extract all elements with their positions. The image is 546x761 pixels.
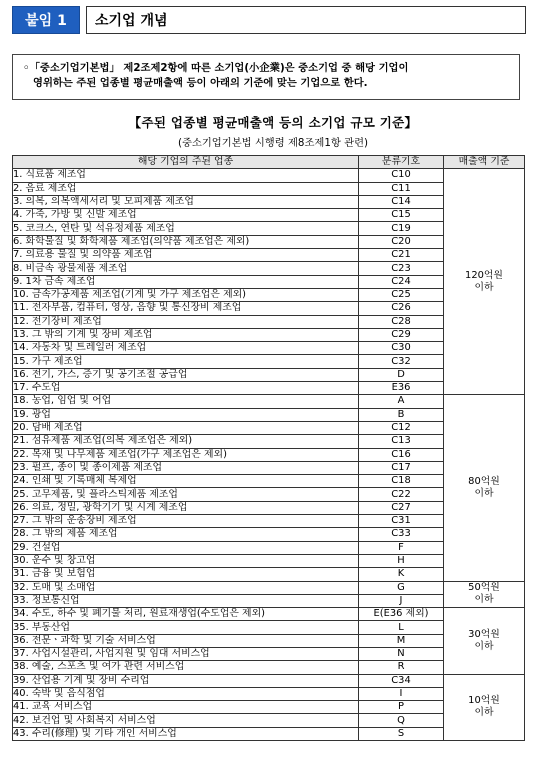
industry-cell: 30. 운수 및 창고업 — [13, 554, 359, 567]
table-row — [13, 169, 525, 182]
industry-cell: 16. 전기, 가스, 증기 및 공기조절 공급업 — [13, 368, 359, 381]
classification-code-cell: C32 — [359, 355, 444, 368]
industry-cell: 41. 교육 서비스업 — [13, 701, 359, 714]
industry-cell: 24. 인쇄 및 기록매체 복제업 — [13, 475, 359, 488]
industry-cell: 9. 1차 금속 제조업 — [13, 275, 359, 288]
industry-cell: 14. 자동차 및 트레일러 제조업 — [13, 342, 359, 355]
classification-code-cell: B — [359, 408, 444, 421]
sales-criterion-line: 80억원 — [468, 475, 500, 487]
table-row — [13, 608, 525, 621]
industry-cell: 22. 목재 및 나무제품 제조업(가구 제조업은 제외) — [13, 448, 359, 461]
classification-code-cell: J — [359, 594, 444, 607]
column-header-sales: 매출액 기준 — [444, 156, 525, 169]
sales-criterion-line: 50억원 — [468, 582, 500, 594]
sales-criterion-line: 이하 — [474, 640, 494, 652]
classification-code-cell: C21 — [359, 249, 444, 262]
industry-cell: 8. 비금속 광물제품 제조업 — [13, 262, 359, 275]
classification-code-cell: C31 — [359, 515, 444, 528]
industry-cell: 31. 금융 및 보험업 — [13, 568, 359, 581]
industry-cell: 10. 금속가공제품 제조업(기계 및 가구 제조업은 제외) — [13, 288, 359, 301]
table-row — [13, 581, 525, 594]
industry-cell: 29. 건설업 — [13, 541, 359, 554]
industry-cell: 17. 수도업 — [13, 382, 359, 395]
sales-criterion-line: 30억원 — [468, 628, 500, 640]
classification-code-cell: C12 — [359, 421, 444, 434]
industry-cell: 32. 도매 및 소매업 — [13, 581, 359, 594]
classification-code-cell: C33 — [359, 528, 444, 541]
classification-code-cell: C34 — [359, 674, 444, 687]
industry-cell: 37. 사업시설관리, 사업지원 및 임대 서비스업 — [13, 647, 359, 660]
section-subheading: (중소기업기본법 시행령 제8조제1항 관련) — [177, 137, 369, 149]
industry-cell: 13. 그 밖의 기계 및 장비 제조업 — [13, 328, 359, 341]
section-heading: 【주된 업종별 평균매출액 등의 소기업 규모 기준】 — [128, 115, 418, 130]
industry-cell: 1. 식료품 제조업 — [13, 169, 359, 182]
classification-code-cell: P — [359, 701, 444, 714]
industry-cell: 2. 음료 제조업 — [13, 182, 359, 195]
sales-criterion-line: 10억원 — [468, 695, 500, 707]
classification-code-cell: C25 — [359, 288, 444, 301]
classification-code-cell: N — [359, 647, 444, 660]
table-body — [13, 169, 525, 741]
classification-code-cell: C11 — [359, 182, 444, 195]
industry-cell: 28. 그 밖의 제품 제조업 — [13, 528, 359, 541]
industry-cell: 4. 가죽, 가방 및 신발 제조업 — [13, 209, 359, 222]
classification-code-cell: C29 — [359, 328, 444, 341]
classification-code-cell: C14 — [359, 195, 444, 208]
notice-line-1: ◦「중소기업기본법」 제2조제2항에 따른 소기업(小企業)은 중소기업 중 해당 기업이 — [23, 62, 409, 74]
classification-code-cell: K — [359, 568, 444, 581]
classification-code-cell: C20 — [359, 235, 444, 248]
classification-code-cell: C27 — [359, 501, 444, 514]
industry-cell: 43. 수리(修理) 및 기타 개인 서비스업 — [13, 727, 359, 740]
classification-code-cell: C10 — [359, 169, 444, 182]
classification-code-cell: C17 — [359, 461, 444, 474]
industry-cell: 40. 숙박 및 음식점업 — [13, 687, 359, 700]
classification-code-cell: E(E36 제외) — [359, 608, 444, 621]
sales-criterion-line: 이하 — [474, 281, 494, 293]
classification-code-cell: C23 — [359, 262, 444, 275]
classification-code-cell: E36 — [359, 382, 444, 395]
classification-code-cell: C13 — [359, 435, 444, 448]
industry-cell: 23. 펄프, 종이 및 종이제품 제조업 — [13, 461, 359, 474]
industry-cell: 15. 가구 제조업 — [13, 355, 359, 368]
classification-code-cell: C28 — [359, 315, 444, 328]
industry-cell: 20. 담배 제조업 — [13, 421, 359, 434]
table-row — [13, 674, 525, 687]
industry-cell: 3. 의복, 의복액세서리 및 모피제품 제조업 — [13, 195, 359, 208]
classification-code-cell: L — [359, 621, 444, 634]
sales-criterion-cell — [444, 608, 525, 674]
classification-code-cell: C18 — [359, 475, 444, 488]
sales-criterion-cell — [444, 581, 525, 608]
industry-cell: 21. 섬유제품 제조업(의복 제조업은 제외) — [13, 435, 359, 448]
table-header-row — [13, 156, 525, 169]
notice-box — [12, 54, 520, 100]
sales-criterion-line: 이하 — [474, 594, 494, 606]
sales-criterion-cell — [444, 395, 525, 581]
sales-criterion-line: 이하 — [474, 487, 494, 499]
industry-cell: 19. 광업 — [13, 408, 359, 421]
sales-criterion-cell — [444, 674, 525, 740]
industry-cell: 36. 전문ㆍ과학 및 기술 서비스업 — [13, 634, 359, 647]
industry-cell: 42. 보건업 및 사회복지 서비스업 — [13, 714, 359, 727]
industry-cell: 6. 화학물질 및 화학제품 제조업(의약품 제조업은 제외) — [13, 235, 359, 248]
header — [12, 6, 526, 34]
industry-cell: 18. 농업, 임업 및 어업 — [13, 395, 359, 408]
classification-code-cell: A — [359, 395, 444, 408]
classification-code-cell: F — [359, 541, 444, 554]
size-criteria-table — [12, 155, 525, 741]
classification-code-cell: C22 — [359, 488, 444, 501]
classification-code-cell: C24 — [359, 275, 444, 288]
industry-cell: 35. 부동산업 — [13, 621, 359, 634]
classification-code-cell: G — [359, 581, 444, 594]
industry-cell: 12. 전기장비 제조업 — [13, 315, 359, 328]
industry-cell: 25. 고무제품, 및 플라스틱제품 제조업 — [13, 488, 359, 501]
industry-cell: 27. 그 밖의 운송장비 제조업 — [13, 515, 359, 528]
classification-code-cell: D — [359, 368, 444, 381]
sales-criterion-line: 120억원 — [465, 269, 503, 281]
industry-cell: 34. 수도, 하수 및 폐기물 처리, 원료재생업(수도업은 제외) — [13, 608, 359, 621]
classification-code-cell: Q — [359, 714, 444, 727]
industry-cell: 38. 예술, 스포츠 및 여가 관련 서비스업 — [13, 661, 359, 674]
industry-cell: 39. 산업용 기계 및 장비 수리업 — [13, 674, 359, 687]
classification-code-cell: M — [359, 634, 444, 647]
sales-criterion-cell — [444, 169, 525, 395]
classification-code-cell: I — [359, 687, 444, 700]
industry-cell: 7. 의료용 물질 및 의약품 제조업 — [13, 249, 359, 262]
industry-cell: 33. 정보통신업 — [13, 594, 359, 607]
classification-code-cell: C30 — [359, 342, 444, 355]
table-row — [13, 395, 525, 408]
classification-code-cell: C16 — [359, 448, 444, 461]
classification-code-cell: H — [359, 554, 444, 567]
classification-code-cell: S — [359, 727, 444, 740]
notice-line-2: 영위하는 주된 업종별 평균매출액 등이 아래의 기준에 맞는 기업으로 한다. — [33, 77, 368, 89]
classification-code-cell: C26 — [359, 302, 444, 315]
industry-cell: 26. 의료, 정밀, 광학기기 및 시계 제조업 — [13, 501, 359, 514]
attachment-badge: 붙임 1 — [12, 6, 80, 34]
page-title: 소기업 개념 — [86, 6, 526, 34]
classification-code-cell: C19 — [359, 222, 444, 235]
sales-criterion-line: 이하 — [474, 707, 494, 719]
industry-cell: 11. 전자부품, 컴퓨터, 영상, 음향 및 통신장비 제조업 — [13, 302, 359, 315]
column-header-code: 분류기호 — [359, 156, 444, 169]
classification-code-cell: C15 — [359, 209, 444, 222]
classification-code-cell: R — [359, 661, 444, 674]
industry-cell: 5. 코크스, 연탄 및 석유정제품 제조업 — [13, 222, 359, 235]
column-header-industry: 해당 기업의 주된 업종 — [13, 156, 359, 169]
